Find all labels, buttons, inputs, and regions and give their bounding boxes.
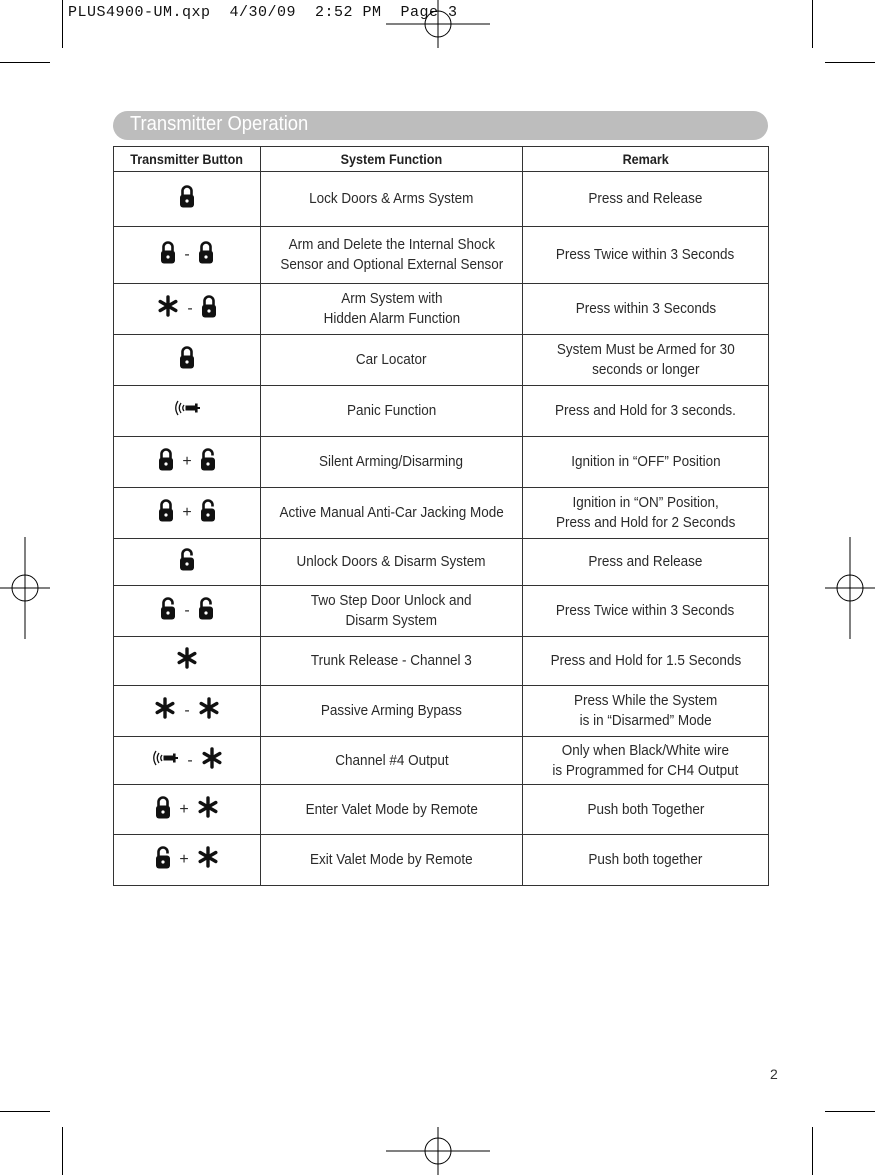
panic-icon [151, 749, 179, 773]
remark-text: Press While the System is in “Disarmed” Mode [573, 692, 718, 729]
remark-cell [523, 539, 769, 586]
system-function-text: Active Manual Anti-Car Jacking Mode [279, 504, 504, 521]
system-function-text: Arm and Delete the Internal Shock Sensor and Optional External Sensor [280, 236, 503, 273]
system-function-cell [261, 335, 523, 386]
transmitter-button-cell [114, 586, 261, 637]
button-combo-separator: - [187, 300, 193, 317]
crop-mark [0, 62, 50, 63]
star-icon [157, 295, 179, 323]
system-function-cell [261, 586, 523, 637]
remark-cell [523, 637, 769, 686]
registration-mark-right [825, 537, 875, 639]
section-banner [113, 111, 768, 140]
transmitter-button-cell [114, 785, 261, 835]
table-row [114, 785, 769, 835]
remark-cell [523, 172, 769, 227]
system-function-text: Lock Doors & Arms System [309, 190, 474, 207]
table-row [114, 835, 769, 886]
header-remark: Remark [523, 147, 769, 172]
system-function-cell [261, 172, 523, 227]
system-function-text: Car Locator [356, 351, 427, 368]
system-function-cell [261, 437, 523, 488]
table-row [114, 737, 769, 785]
lock-icon [160, 240, 176, 270]
crop-mark [0, 1111, 50, 1112]
transmitter-button-cell [114, 835, 261, 886]
system-function-text: Arm System with Hidden Alarm Function [323, 290, 460, 327]
printer-slug: PLUS4900-UM.qxp 4/30/09 2:52 PM Page 3 [68, 4, 458, 21]
table-row [114, 227, 769, 284]
remark-text: Press and Hold for 3 seconds. [555, 402, 736, 419]
system-function-cell [261, 785, 523, 835]
system-function-text: Trunk Release - Channel 3 [311, 652, 472, 669]
system-function-text: Two Step Door Unlock and Disarm System [311, 592, 472, 629]
table-row [114, 335, 769, 386]
system-function-cell [261, 637, 523, 686]
transmitter-button-cell [114, 227, 261, 284]
star-icon [201, 747, 223, 775]
button-combo-separator: + [179, 851, 189, 868]
table-row [114, 172, 769, 227]
transmitter-button-cell [114, 335, 261, 386]
button-combo-separator: - [184, 602, 190, 619]
button-combo-separator: + [182, 453, 192, 470]
remark-cell [523, 488, 769, 539]
button-combo-separator: - [184, 246, 190, 263]
lock-icon [179, 345, 195, 375]
header-transmitter-button: Transmitter Button [114, 147, 261, 172]
remark-cell [523, 686, 769, 737]
crop-mark [812, 1127, 813, 1175]
table-row [114, 686, 769, 737]
transmitter-button-cell [114, 737, 261, 785]
remark-cell [523, 835, 769, 886]
crop-mark [62, 1127, 63, 1175]
table-row [114, 284, 769, 335]
system-function-text: Panic Function [346, 402, 437, 419]
transmitter-button-cell [114, 488, 261, 539]
remark-text: System Must be Armed for 30 seconds or longer [556, 341, 735, 378]
system-function-cell [261, 488, 523, 539]
lock-icon [198, 240, 214, 270]
remark-cell [523, 785, 769, 835]
system-function-text: Unlock Doors & Disarm System [296, 553, 487, 570]
remark-cell [523, 335, 769, 386]
star-icon [154, 697, 176, 725]
registration-mark-bottom [386, 1125, 490, 1175]
transmitter-button-cell [114, 437, 261, 488]
transmitter-button-cell [114, 172, 261, 227]
system-function-cell [261, 686, 523, 737]
crop-mark [825, 1111, 875, 1112]
remark-cell [523, 227, 769, 284]
remark-text: Only when Black/White wire is Programmed for CH4 Output [552, 741, 739, 779]
unlock-icon [200, 498, 216, 528]
table-row [114, 437, 769, 488]
remark-text: Ignition in “ON” Position, Press and Hold for 2 Seconds [555, 494, 736, 531]
lock-icon [201, 294, 217, 324]
crop-mark [812, 0, 813, 48]
registration-mark-left [0, 537, 50, 639]
lock-icon [179, 184, 195, 214]
table-row [114, 488, 769, 539]
button-combo-separator: - [187, 751, 193, 769]
remark-text: Press within 3 Seconds [575, 300, 716, 317]
remark-text: Push both together [588, 851, 703, 868]
unlock-icon [155, 845, 171, 875]
table-row [114, 637, 769, 686]
crop-mark [825, 62, 875, 63]
remark-cell [523, 737, 769, 785]
transmitter-operation-table [113, 146, 769, 886]
header-system-function: System Function [261, 147, 523, 172]
crop-mark [62, 0, 63, 48]
system-function-cell [261, 539, 523, 586]
unlock-icon [179, 547, 195, 577]
lock-icon [158, 498, 174, 528]
transmitter-button-cell [114, 686, 261, 737]
button-combo-separator: + [182, 504, 192, 521]
system-function-text: Exit Valet Mode by Remote [310, 851, 473, 868]
remark-text: Press and Release [588, 190, 703, 207]
unlock-icon [198, 596, 214, 626]
system-function-cell [261, 386, 523, 437]
lock-icon [155, 795, 171, 825]
page-number: 2 [770, 1066, 778, 1082]
system-function-text: Channel #4 Output [334, 751, 449, 769]
remark-text: Press and Hold for 1.5 Seconds [550, 652, 741, 669]
registration-mark-top [386, 0, 490, 50]
lock-icon [158, 447, 174, 477]
table-header-row [114, 147, 769, 172]
system-function-cell [261, 284, 523, 335]
table-row [114, 586, 769, 637]
system-function-cell [261, 737, 523, 785]
star-icon [176, 647, 198, 675]
star-icon [197, 846, 219, 874]
star-icon [198, 697, 220, 725]
remark-text: Ignition in “OFF” Position [570, 453, 721, 470]
transmitter-button-cell [114, 539, 261, 586]
star-icon [197, 796, 219, 824]
remark-text: Push both Together [587, 800, 704, 818]
button-combo-separator: + [179, 800, 189, 818]
unlock-icon [200, 447, 216, 477]
system-function-cell [261, 835, 523, 886]
unlock-icon [160, 596, 176, 626]
system-function-text: Silent Arming/Disarming [319, 453, 464, 470]
table-row [114, 539, 769, 586]
remark-cell [523, 586, 769, 637]
remark-cell [523, 386, 769, 437]
system-function-text: Passive Arming Bypass [320, 702, 463, 719]
section-title: Transmitter Operation [130, 113, 309, 135]
remark-text: Press Twice within 3 Seconds [556, 602, 735, 619]
remark-text: Press Twice within 3 Seconds [556, 246, 735, 263]
transmitter-button-cell [114, 284, 261, 335]
remark-text: Press and Release [588, 553, 703, 570]
panic-icon [173, 399, 201, 423]
transmitter-button-cell [114, 637, 261, 686]
table-body [114, 172, 769, 886]
table-row [114, 386, 769, 437]
system-function-text: Enter Valet Mode by Remote [305, 800, 478, 818]
system-function-cell [261, 227, 523, 284]
remark-cell [523, 284, 769, 335]
remark-cell [523, 437, 769, 488]
transmitter-button-cell [114, 386, 261, 437]
button-combo-separator: - [184, 702, 190, 719]
